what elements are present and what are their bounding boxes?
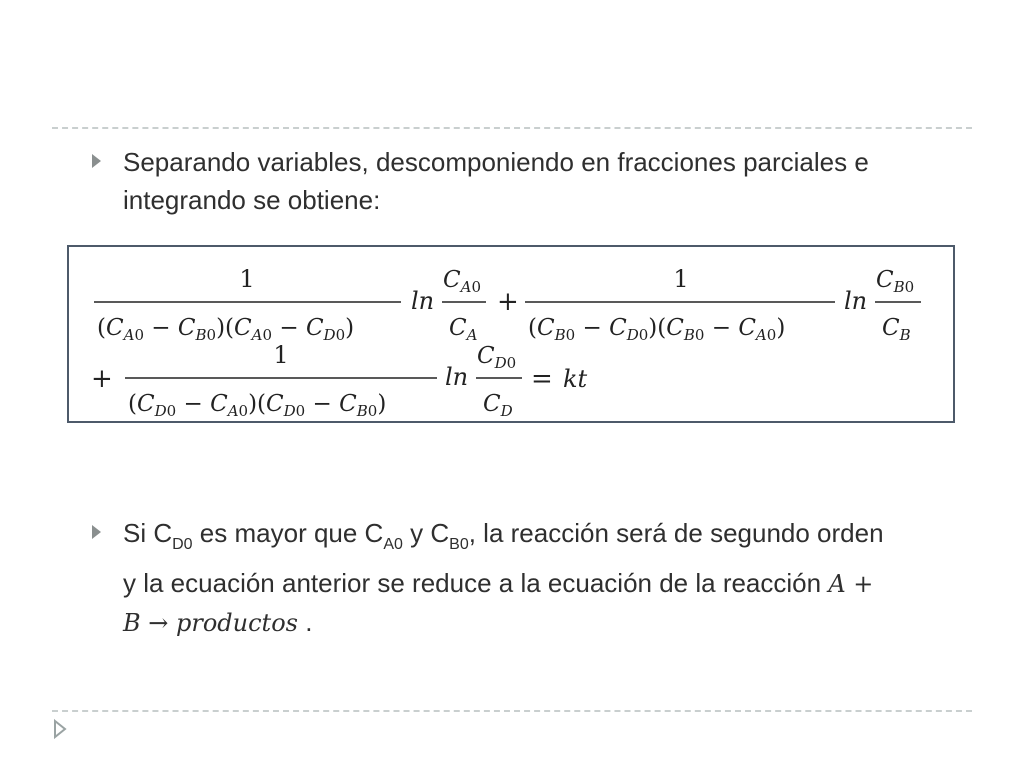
equation-box — [67, 245, 955, 423]
term1-ln: ln — [411, 287, 435, 315]
plus-sign-2: + — [91, 364, 113, 394]
slide-nav-arrow-icon[interactable] — [52, 718, 68, 740]
term2-ratio-den: $C_B$ — [882, 315, 911, 344]
rate-equation — [69, 247, 957, 425]
products-math: B → productos — [123, 609, 298, 637]
bullet-line: integrando se obtiene: — [123, 185, 381, 215]
term3-ratio-den: $C_D$ — [483, 391, 513, 420]
term1-numerator: 1 — [239, 265, 255, 293]
term2-denominator: $(C_B0 - C_D0)(C_B0 - C_A0)$ — [528, 315, 786, 344]
term1-ratio-num: $C_A0$ — [443, 267, 481, 296]
bullet-text-integration — [123, 143, 983, 219]
term3-ln: ln — [445, 363, 469, 391]
plus-sign: + — [497, 287, 519, 317]
term2-ratio-num: $C_B0$ — [876, 267, 915, 296]
term1-ratio-den: $C_A$ — [449, 315, 478, 344]
term3-denominator: $(C_D0 - C_A0)(C_D0 - C_B0)$ — [128, 391, 387, 420]
term2-ln: ln — [844, 287, 868, 315]
term1-denominator: $(C_A0 - C_B0)(C_A0 - C_D0)$ — [97, 315, 355, 344]
top-divider — [52, 127, 972, 129]
term2-numerator: 1 — [673, 265, 689, 293]
bullet-line: Separando variables, descomponiendo en fracciones parciales e — [123, 147, 869, 177]
reaction-math: A + — [828, 570, 874, 598]
bullet-text-second-order: Si $C_{D0}$ es mayor que $C_{A0}$ y $C_{B0}$, la reacción será de segundo orden y la ecuación anterior se reduce a la ecuación de la reacción A + B → productos . — [123, 518, 884, 637]
bullet-arrow-icon — [90, 523, 104, 541]
term3-numerator: 1 — [273, 341, 289, 369]
term3-ratio-num: $C_D0$ — [477, 343, 517, 372]
bottom-divider — [52, 710, 972, 712]
rate-kt: kt — [563, 365, 588, 393]
bullet-arrow-icon — [90, 152, 104, 170]
equals-sign: = — [531, 364, 553, 394]
